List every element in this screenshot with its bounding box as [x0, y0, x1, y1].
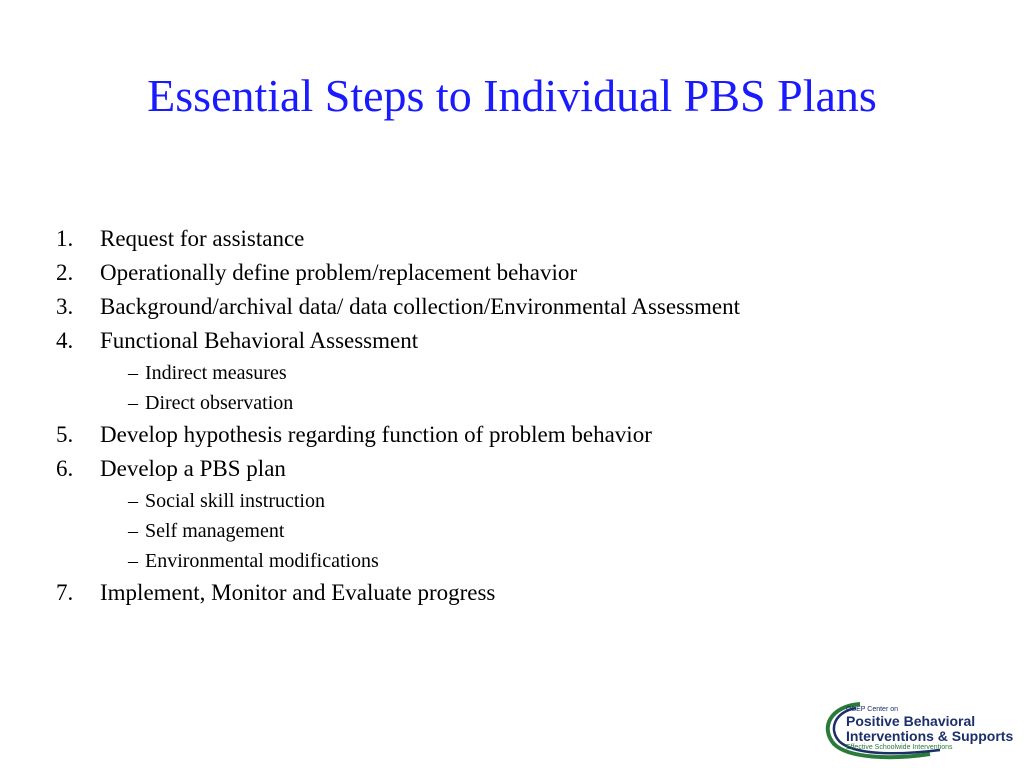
sub-step-item: [56, 486, 956, 516]
step-item: [56, 418, 956, 452]
step-text: Request for assistance: [100, 226, 305, 251]
logo-line-1: Positive Behavioral: [846, 713, 976, 729]
step-item: [56, 452, 956, 486]
pbis-logo-text: [846, 706, 1013, 752]
sub-step-item: [56, 546, 956, 576]
sub-step-text: Indirect measures: [145, 362, 287, 384]
sub-step-text: Direct observation: [145, 392, 294, 414]
sub-step-text: Social skill instruction: [145, 490, 325, 512]
step-number: 5.: [56, 422, 74, 447]
sub-step-dash: –: [128, 362, 138, 384]
step-text: Functional Behavioral Assessment: [100, 328, 419, 353]
pbis-logo: [820, 698, 1020, 762]
step-number: 1.: [56, 226, 74, 251]
step-number: 7.: [56, 580, 74, 605]
sub-step-dash: –: [128, 392, 138, 414]
step-item: [56, 256, 956, 290]
sub-step-text: Self management: [145, 520, 285, 542]
slide-title: Essential Steps to Individual PBS Plans: [147, 70, 877, 121]
step-text: Background/archival data/ data collection/Environmental Assessment: [100, 294, 740, 319]
step-item: [56, 290, 956, 324]
step-item: [56, 576, 956, 610]
sub-step-text: Environmental modifications: [145, 550, 379, 572]
step-item: [56, 324, 956, 358]
logo-line-2: Interventions & Supports: [846, 728, 1014, 744]
sub-step-dash: –: [128, 490, 138, 512]
sub-step-item: [56, 388, 956, 418]
sub-step-dash: –: [128, 520, 138, 542]
step-number: 6.: [56, 456, 74, 481]
step-item: [56, 222, 956, 256]
logo-tagline: Effective Schoolwide Interventions: [846, 744, 953, 751]
step-number: 2.: [56, 260, 74, 285]
logo-osep-line: OSEP Center on: [846, 706, 899, 713]
step-number: 4.: [56, 328, 74, 353]
step-text: Develop a PBS plan: [100, 456, 286, 481]
sub-step-dash: –: [128, 550, 138, 572]
step-text: Implement, Monitor and Evaluate progress: [100, 580, 496, 605]
step-text: Develop hypothesis regarding function of problem behavior: [100, 422, 652, 447]
step-text: Operationally define problem/replacement behavior: [100, 260, 578, 285]
sub-step-item: [56, 358, 956, 388]
step-number: 3.: [56, 294, 74, 319]
steps-list: [56, 222, 956, 610]
sub-step-item: [56, 516, 956, 546]
